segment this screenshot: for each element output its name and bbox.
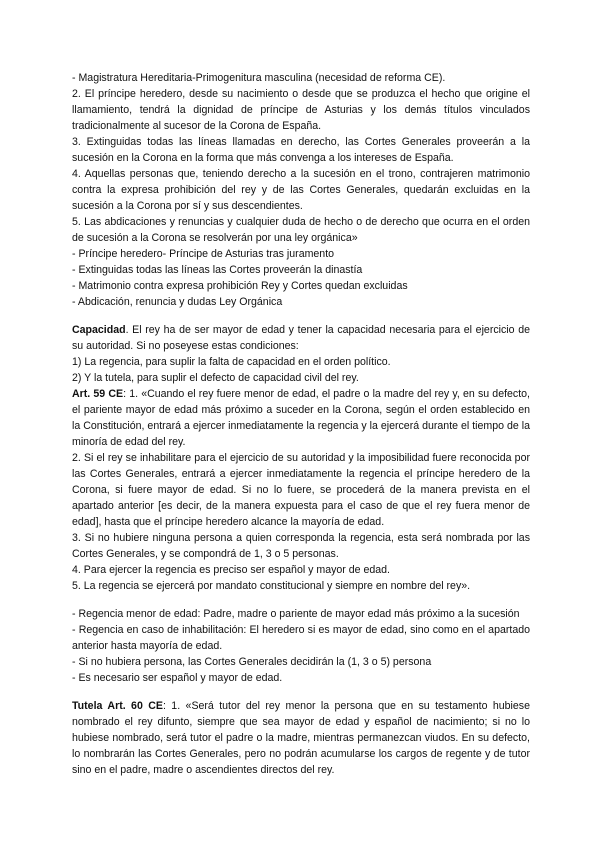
article-label: Art. 59 CE <box>72 388 124 400</box>
paragraph-text: : 1. «Cuando el rey fuere menor de edad, el padre o la madre del rey y, en su defecto, el pariente mayor de edad más próximo a suceder en la Corona, según el orden establecido en la Constitución, entrará a ejercer inmediatamente la regencia y la ejercerá durante el tiempo de la minoría de edad del rey. <box>72 388 530 448</box>
list-item: 2) Y la tutela, para suplir el defecto de capacidad civil del rey. <box>72 372 359 384</box>
capacidad-section <box>72 322 530 594</box>
list-item: - Regencia en caso de inhabilitación: El heredero si es mayor de edad, sino como en el apartado anterior hasta mayoría de edad. <box>72 624 530 652</box>
section-heading: Capacidad <box>72 324 126 336</box>
paragraph: 2. El príncipe heredero, desde su nacimiento o desde que se produzca el hecho que origine el llamamiento, tendrá la dignidad de príncipe de Asturias y los demás títulos vinculados tradicionalmente al sucesor de la Corona de España. <box>72 88 530 132</box>
list-item: - Es necesario ser español y mayor de edad. <box>72 672 283 684</box>
paragraph: 2. Si el rey se inhabilitare para el ejercicio de su autoridad y la imposibilidad fuere reconocida por las Cortes Generales, entrará a ejercer inmediatamente la regencia el príncipe heredero de la Corona, si fuere mayor de edad. Si no lo fuere, se procederá de la manera prevista en el apartado anterior [es decir, de la manera expuesta para el caso de que el rey fuera menor de edad], hasta que el príncipe heredero alcance la mayoría de edad. <box>72 452 530 528</box>
paragraph: 3. Extinguidas todas las líneas llamadas en derecho, las Cortes Generales proveerán a la sucesión en la Corona en la forma que más convenga a los intereses de España. <box>72 136 530 164</box>
list-item: 1) La regencia, para suplir la falta de capacidad en el orden político. <box>72 356 391 368</box>
paragraph: - Magistratura Hereditaria-Primogenitura masculina (necesidad de reforma CE). <box>72 72 446 84</box>
paragraph: 5. Las abdicaciones y renuncias y cualquier duda de hecho o de derecho que ocurra en el orden de sucesión a la Corona se resolverán por una ley orgánica» <box>72 216 530 244</box>
paragraph <box>72 698 530 778</box>
paragraph-text: . El rey ha de ser mayor de edad y tener la capacidad necesaria para el ejercicio de su autoridad. Si no poseyese estas condiciones: <box>72 324 530 352</box>
spacer <box>72 594 530 606</box>
document-page <box>72 70 530 778</box>
paragraph: 4. Aquellas personas que, teniendo derecho a la sucesión en el trono, contrajeren matrimonio contra la expresa prohibición del rey y de las Cortes Generales, quedarán excluidas en la sucesión a la Corona por sí y sus descendientes. <box>72 168 530 212</box>
section-heading: Tutela Art. 60 CE <box>72 700 163 712</box>
list-item: - Extinguidas todas las líneas las Cortes proveerán la dinastía <box>72 264 363 276</box>
list-item: - Si no hubiera persona, las Cortes Generales decidirán la (1, 3 o 5) persona <box>72 656 432 668</box>
list-item: - Príncipe heredero- Príncipe de Asturias tras juramento <box>72 248 335 260</box>
tutela-section <box>72 698 530 778</box>
paragraph: 5. La regencia se ejercerá por mandato constitucional y siempre en nombre del rey». <box>72 580 471 592</box>
list-item: - Regencia menor de edad: Padre, madre o pariente de mayor edad más próximo a la sucesión <box>72 608 520 620</box>
list-item: - Abdicación, renuncia y dudas Ley Orgánica <box>72 296 283 308</box>
paragraph-text: : 1. «Será tutor del rey menor la persona que en su testamento hubiese nombrado el rey difunto, siempre que sea mayor de edad y español de nacimiento; si no lo hubiese nombrado, será tutor el padre o la madre, mientras permanezcan viudos. En su defecto, lo nombrarán las Cortes Generales, pero no podrán acumularse los cargos de regente y de tutor sino en el padre, madre o ascendientes directos del rey. <box>72 700 530 776</box>
paragraph <box>72 386 530 450</box>
paragraph: 4. Para ejercer la regencia es preciso ser español y mayor de edad. <box>72 564 390 576</box>
list-item: - Matrimonio contra expresa prohibición Rey y Cortes quedan excluidas <box>72 280 408 292</box>
paragraph <box>72 322 530 354</box>
succession-section <box>72 70 530 310</box>
summary-section <box>72 606 530 686</box>
spacer <box>72 310 530 322</box>
paragraph: 3. Si no hubiere ninguna persona a quien corresponda la regencia, esta será nombrada por las Cortes Generales, y se compondrá de 1, 3 o 5 personas. <box>72 532 530 560</box>
spacer <box>72 686 530 698</box>
